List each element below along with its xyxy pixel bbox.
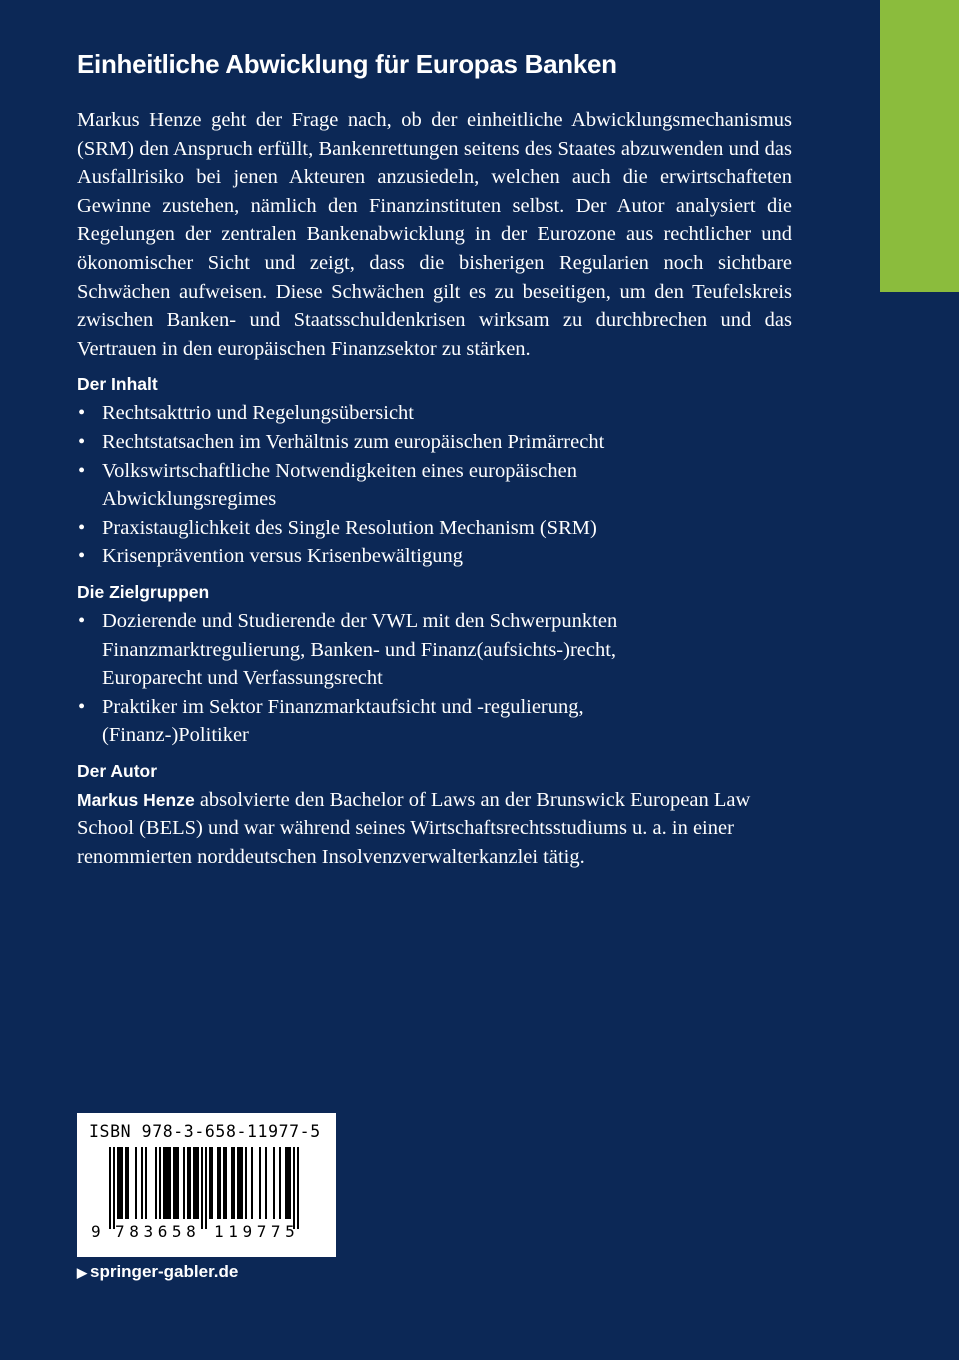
- bullet-icon: •: [78, 545, 86, 568]
- play-arrow-icon: ▶: [77, 1265, 87, 1280]
- bullet-icon: •: [78, 695, 86, 718]
- barcode-bar: [237, 1147, 239, 1219]
- barcode-bar: [155, 1147, 157, 1219]
- barcode-bar: [197, 1147, 199, 1219]
- barcode-bar: [239, 1147, 241, 1219]
- ean-left-group: 783658: [115, 1222, 201, 1241]
- barcode-bar: [241, 1147, 243, 1219]
- barcode-bar: [201, 1147, 203, 1229]
- barcode-bar: [245, 1147, 247, 1219]
- barcode-bar: [175, 1147, 177, 1219]
- publisher-link[interactable]: ▶ springer-gabler.de: [77, 1262, 239, 1281]
- barcode-bar: [177, 1147, 179, 1219]
- bullet-icon: •: [78, 516, 86, 539]
- barcode-bar: [109, 1147, 111, 1229]
- barcode-bar: [167, 1147, 169, 1219]
- barcode-bar: [117, 1147, 119, 1219]
- section-heading-inhalt: Der Inhalt: [77, 374, 158, 395]
- author-bio: Markus Henze absolvierte den Bachelor of Laws an der Brunswick European Law School (BELS) und war während seines Wirtschaftsrechtsstudiums u. a. in einer renommierten norddeutschen Insolvenzverwalterkanzlei tätig.: [77, 788, 751, 869]
- barcode-bar: [141, 1147, 143, 1219]
- zielgruppen-list: [77, 607, 792, 750]
- barcode-bar: [225, 1147, 227, 1219]
- barcode-bar: [145, 1147, 147, 1219]
- isbn-barcode: [77, 1113, 336, 1257]
- barcode-bar: [289, 1147, 291, 1219]
- barcode-bar: [251, 1147, 253, 1219]
- bullet-icon: •: [78, 609, 86, 632]
- intro-paragraph: Markus Henze geht der Frage nach, ob der einheitliche Abwicklungsmechanismus (SRM) den Anspruch erfüllt, Bankenrettungen seitens des Staates abzuwenden und das Ausfallrisiko bei jenen Akteuren anzusiedeln, welchen auch die erwirtschafteten Gewinne zustehen, nämlich den Finanzinstituten selbst. Der Autor analysiert die Regelungen der zentralen Bankenabwicklung in der Eurozone aus rechtlicher und ökonomischer Sicht und zeigt, dass die bisherigen Regularien noch sichtbare Schwächen aufweisen. Diese Schwächen gilt es zu beseitigen, um den Teufelskreis zwischen Banken- und Staatsschuldenkrisen wirksam zu durchbrechen und das Vertrauen in den europäischen Finanzsektor zu stärken.: [77, 109, 792, 360]
- barcode-bar: [173, 1147, 175, 1219]
- barcode-bar: [121, 1147, 123, 1219]
- barcode-bar: [195, 1147, 197, 1219]
- bullet-icon: •: [78, 402, 86, 425]
- barcode-bar: [209, 1147, 211, 1219]
- barcode-bar: [125, 1147, 127, 1219]
- barcode-bar: [293, 1147, 295, 1229]
- list-item: • Praxistauglichkeit des Single Resolution Mechanism (SRM): [77, 514, 792, 543]
- barcode-bar: [165, 1147, 167, 1219]
- barcode-bar: [273, 1147, 275, 1219]
- barcode-bar: [297, 1147, 299, 1229]
- page-title: Einheitliche Abwicklung für Europas Banken: [77, 49, 617, 79]
- list-item: • Rechtstatsachen im Verhältnis zum europäischen Primärrecht: [77, 428, 792, 457]
- barcode-bars: [109, 1147, 309, 1229]
- isbn-label: ISBN 978-3-658-11977-5: [89, 1122, 321, 1141]
- bullet-icon: •: [78, 430, 86, 453]
- list-item: • Krisenprävention versus Krisenbewältigung: [77, 542, 792, 571]
- ean-first-digit: 9: [91, 1222, 101, 1241]
- list-item: • Rechtsakttrio und Regelungsübersicht: [77, 399, 792, 428]
- barcode-bar: [189, 1147, 191, 1219]
- barcode-bar: [259, 1147, 261, 1219]
- accent-tab: [880, 0, 959, 292]
- list-item: • Dozierende und Studierende der VWL mit den Schwerpunkten Finanzmarktregulierung, Banken- und Finanz(aufsichts-)recht, Europarecht und Verfassungsrecht: [77, 607, 792, 693]
- barcode-bar: [135, 1147, 137, 1219]
- barcode-bar: [231, 1147, 233, 1219]
- barcode-bar: [159, 1147, 161, 1219]
- bullet-icon: •: [78, 459, 86, 482]
- inhalt-list: [77, 399, 792, 571]
- barcode-bar: [211, 1147, 213, 1219]
- barcode-bar: [187, 1147, 189, 1219]
- barcode-bar: [233, 1147, 235, 1219]
- barcode-bar: [285, 1147, 287, 1219]
- barcode-bar: [163, 1147, 165, 1219]
- barcode-bar: [219, 1147, 221, 1219]
- barcode-bar: [193, 1147, 195, 1219]
- barcode-bar: [113, 1147, 115, 1229]
- barcode-bar: [169, 1147, 171, 1219]
- ean-right-group: 119775: [214, 1222, 300, 1241]
- barcode-bar: [217, 1147, 219, 1219]
- list-item: • Praktiker im Sektor Finanzmarktaufsicht und -regulierung, (Finanz-)Politiker: [77, 693, 792, 750]
- barcode-bar: [119, 1147, 121, 1219]
- author-name: Markus Henze: [77, 789, 195, 810]
- barcode-bar: [287, 1147, 289, 1219]
- barcode-bar: [183, 1147, 185, 1219]
- section-heading-autor: Der Autor: [77, 760, 158, 781]
- section-heading-zielgruppen: Die Zielgruppen: [77, 581, 210, 602]
- barcode-bar: [127, 1147, 129, 1219]
- list-item: • Volkswirtschaftliche Notwendigkeiten eines europäischen Abwicklungsregimes: [77, 457, 792, 514]
- barcode-bar: [265, 1147, 267, 1219]
- barcode-bar: [223, 1147, 225, 1219]
- barcode-bar: [205, 1147, 207, 1229]
- back-cover-text: [77, 44, 792, 872]
- barcode-bar: [279, 1147, 281, 1219]
